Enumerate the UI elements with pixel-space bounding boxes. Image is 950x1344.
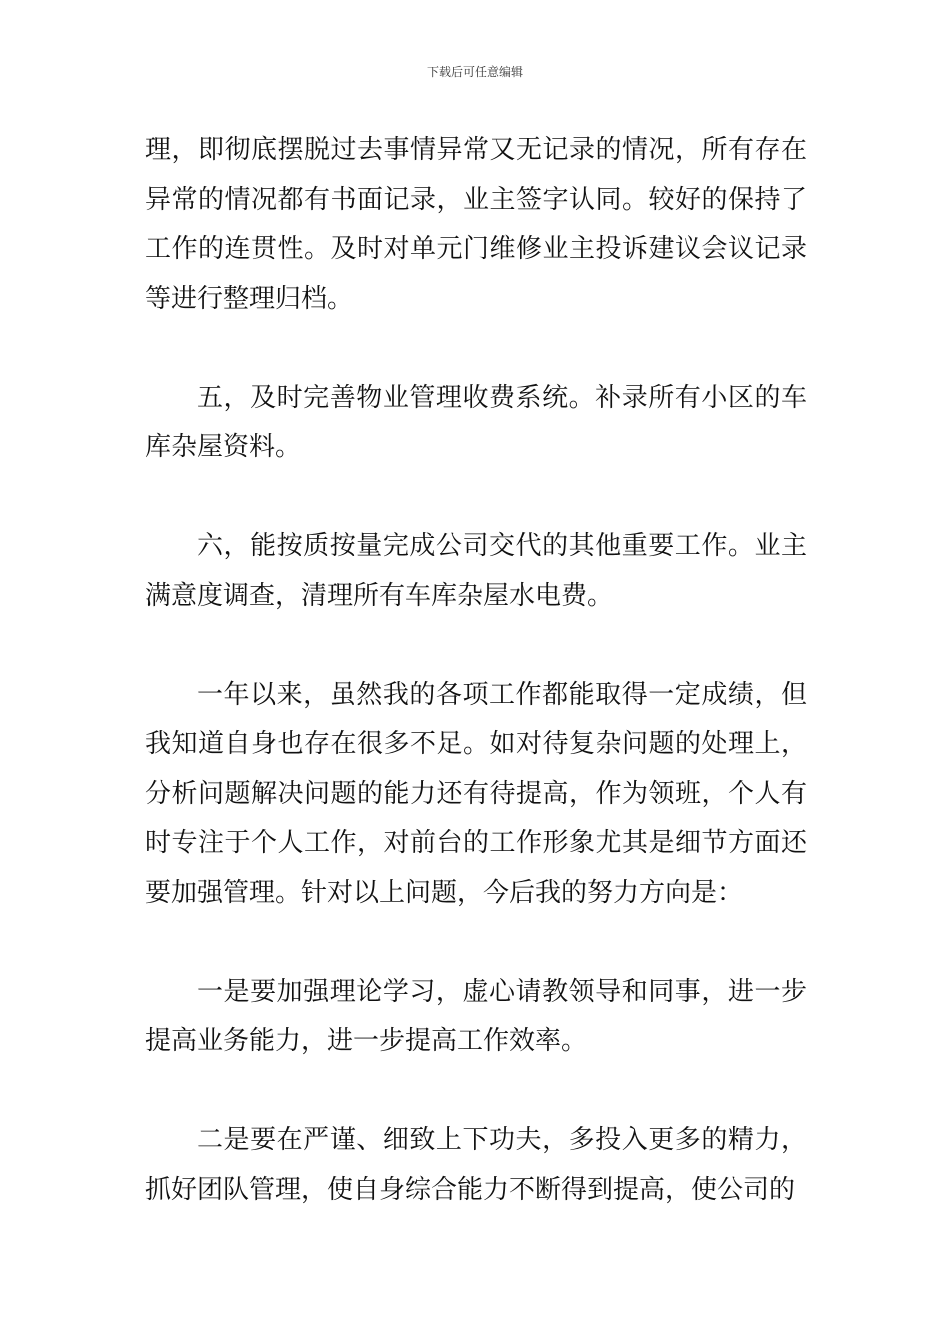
paragraph-continuation: 理，即彻底摆脱过去事情异常又无记录的情况，所有存在异常的情况都有书面记录，业主签字认同。较好的保持了工作的连贯性。及时对单元门维修业主投诉建议会议记录等进行整理归档。 [145,135,807,314]
paragraph-gap [145,1067,807,1117]
paragraph-gap [145,324,807,374]
paragraph-direction-one: 一是要加强理论学习，虚心请教领导和同事，进一步提高业务能力，进一步提高工作效率。 [145,976,807,1056]
paragraph-direction-two: 二是要在严谨、细致上下功夫，多投入更多的精力，抓好团队管理，使自身综合能力不断得到提高，使公司的 [145,1125,807,1205]
paragraph-summary: 一年以来，虽然我的各项工作都能取得一定成绩，但我知道自身也存在很多不足。如对待复杂问题的处理上，分析问题解决问题的能力还有待提高，作为领班，个人有时专注于个人工作，对前台的工作形象尤其是细节方面还要加强管理。针对以上问题，今后我的努力方向是： [145,679,807,908]
page-header: 下载后可任意编辑 [426,65,523,79]
paragraph-item-five: 五，及时完善物业管理收费系统。补录所有小区的车库杂屋资料。 [145,382,807,462]
paragraph-gap [145,621,807,671]
paragraph-item-six: 六，能按质按量完成公司交代的其他重要工作。业主满意度调查，清理所有车库杂屋水电费。 [145,531,807,611]
paragraph-gap [145,473,807,523]
paragraph-gap [145,918,807,968]
document-body [145,126,807,1215]
